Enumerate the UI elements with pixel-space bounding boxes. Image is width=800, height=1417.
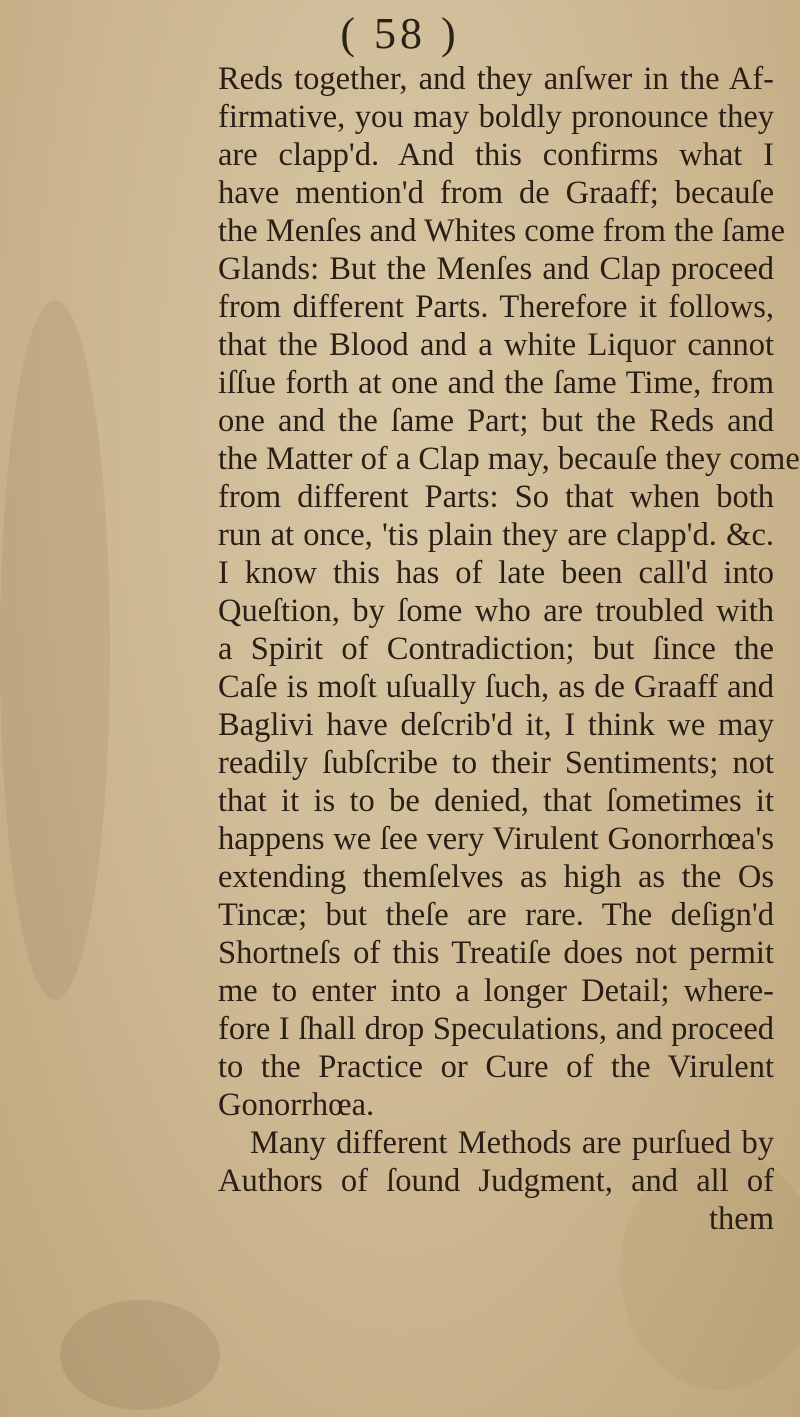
- text-line: happens we ſee very Virulent Gonorrhœa's: [218, 821, 774, 857]
- page-stain: [60, 1300, 220, 1410]
- text-line: firmative, you may boldly pronounce they: [218, 99, 774, 135]
- text-line: the Matter of a Clap may, becauſe they come: [218, 441, 800, 477]
- text-line: run at once, 'tis plain they are clapp'd. &c.: [218, 517, 774, 553]
- text-line: Tincæ; but theſe are rare. The deſign'd: [218, 897, 774, 933]
- text-line: fore I ſhall drop Speculations, and proceed: [218, 1011, 774, 1047]
- text-line: readily ſubſcribe to their Sentiments; not: [218, 745, 774, 781]
- text-line: Shortneſs of this Treatiſe does not permit: [218, 935, 774, 971]
- text-line: are clapp'd. And this confirms what I: [218, 137, 774, 173]
- text-line: me to enter into a longer Detail; where-: [218, 973, 774, 1009]
- text-line: to the Practice or Cure of the Virulent: [218, 1049, 774, 1085]
- text-line: Queſtion, by ſome who are troubled with: [218, 593, 774, 629]
- text-line: the Menſes and Whites come from the ſame: [218, 213, 786, 249]
- text-line: that the Blood and a white Liquor cannot: [218, 327, 774, 363]
- page-number: ( 58 ): [340, 9, 460, 58]
- text-line: Glands: But the Menſes and Clap proceed: [218, 251, 774, 287]
- text-line: I know this has of late been call'd into: [218, 555, 774, 591]
- text-line: Baglivi have deſcrib'd it, I think we may: [218, 707, 774, 743]
- text-line: that it is to be denied, that ſometimes it: [218, 783, 774, 819]
- text-line: iſſue forth at one and the ſame Time, from: [218, 365, 774, 401]
- text-line: Gonorrhœa.: [218, 1087, 375, 1123]
- text-line: Authors of ſound Judgment, and all of: [218, 1163, 774, 1199]
- body-text: [218, 60, 800, 1238]
- text-line: Caſe is moſt uſually ſuch, as de Graaff and: [218, 669, 774, 705]
- text-line: from different Parts: So that when both: [218, 479, 774, 515]
- text-line: have mention'd from de Graaff; becauſe: [218, 175, 774, 211]
- text-line: a Spirit of Contradiction; but ſince the: [218, 631, 774, 667]
- text-line: extending themſelves as high as the Os: [218, 859, 774, 895]
- page-stain: [0, 300, 110, 1000]
- text-line: from different Parts. Therefore it follows,: [218, 289, 774, 325]
- text-line: Many different Methods are purſued by: [250, 1125, 774, 1161]
- text-line: one and the ſame Part; but the Reds and: [218, 403, 774, 439]
- text-line: Reds together, and they anſwer in the Af-: [218, 61, 774, 97]
- catchword: them: [709, 1201, 774, 1237]
